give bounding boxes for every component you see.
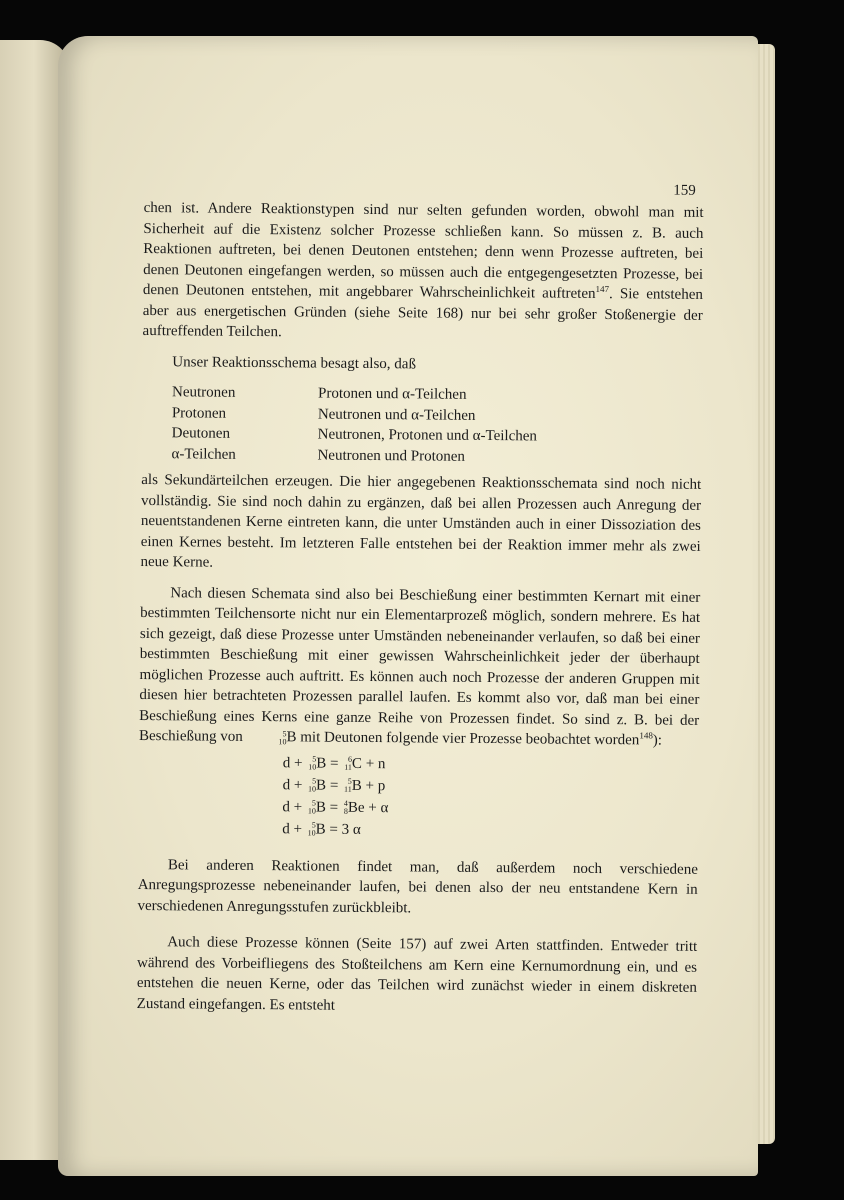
paragraph-3: als Sekundärteilchen erzeugen. Die hier angegebenen Reaktionsschemata sind noch nicht vollständig. Sie sind noch dahin zu ergänzen, daß bei allen Prozessen auch Anregung der neuentstandenen Kerne eintreten kann, die unter Umständen auch in einer Dissoziation des einen Kernes besteht. Im letzteren Falle entstehen bei der Reaktion immer mehr als zwei neue Kerne. — [140, 471, 702, 571]
scheme-products: Neutronen und α-Teilchen — [317, 406, 476, 424]
equation-lhs: d + — [282, 820, 306, 837]
paragraph-4-text: Nach diesen Schemata sind also bei Beschießung einer bestimmten Kernart mit einer bestimmten Teilchensorte nicht nur ein Elementarprozeß möglich, sondern mehrere. Es hat sich gezeigt, daß diese Prozesse unter Umständen nebeneinander verlaufen, so daß bei einer bestimmten Beschießung mit einer gewissen Wahrscheinlichkeit jeder der überhaupt möglichen Prozesse auch auftritt. Es können auch noch Prozesse der anderen Gruppen mit diesen hier betrachteten Prozessen parallel laufen. Es kommt also vor, daß man bei einer Beschießung eines Kerns eine ganze Reihe von Prozessen findet. So sind z. B. bei der Beschießung von — [138, 584, 701, 745]
equals-sign: = — [325, 799, 342, 816]
nuclide-mass: 5 — [347, 776, 352, 786]
equation-lhs: d + — [282, 798, 306, 815]
paragraph-4-end: ): — [652, 732, 663, 749]
nuclide-symbol: B — [316, 777, 327, 794]
nuclide-mass: 6 — [347, 754, 353, 764]
equation-row — [138, 816, 698, 843]
nuclide-symbol: Be — [347, 799, 365, 816]
equation-rest: + α — [364, 799, 389, 816]
scheme-products: Protonen und α-Teilchen — [317, 385, 467, 403]
nuclide-mass: 5 — [312, 776, 317, 786]
reference-147: 147 — [595, 283, 610, 295]
equation-rest: + n — [361, 755, 386, 772]
nuclide-symbol: B — [316, 755, 327, 772]
paragraph-2-intro: Unser Reaktionsschema besagt also, daß — [172, 353, 417, 372]
nuclide-charge: 8 — [343, 806, 348, 816]
page-text — [137, 168, 704, 1019]
nuclide-symbol: C — [351, 755, 363, 772]
paragraph-1-text-after: . Sie entstehen aber aus energetischen Gründen (siehe Seite 168) nur bei sehr großer Stoßenergie der auftreffenden Teilchen. — [142, 286, 703, 341]
equals-sign: = — [325, 821, 342, 838]
nuclide-charge: 10 — [308, 784, 317, 794]
reference-148: 148 — [639, 730, 653, 741]
nuclide-charge: 11 — [343, 784, 352, 794]
paragraph-1 — [142, 198, 703, 346]
paragraph-1-text: chen ist. Andere Reaktionstypen sind nur selten gefunden worden, obwohl man mit Sicherheit auf die Existenz solcher Prozesse schließen kann. So müssen z. B. auch Reaktionen auftreten, bei denen Deutonen entstehen; denn wenn Prozesse auftreten, bei denen Deutonen eingefangen werden, so müssen auch die entgegengesetzten Prozesse, bei denen Deutonen entstehen, mit angebbarer Wahrscheinlichkeit auftreten — [142, 199, 704, 302]
nuclide-charge: 11 — [344, 762, 352, 772]
scheme-projectile: Neutronen — [171, 384, 236, 401]
scheme-products: Neutronen, Protonen und α-Teilchen — [317, 426, 538, 445]
paragraph-6: Auch diese Prozesse können (Seite 157) auf zwei Arten stattfinden. Entweder tritt während des Vorbeifliegens des Stoßteilchens am Kern eine Kernumordnung ein, und es entstehen die neuen Kerne, oder das Teilchen wird zunächst wieder in einem diskreten Zustand eingefangen. Es entsteht — [136, 934, 698, 1014]
nuclide-charge: 10 — [307, 806, 316, 816]
nuclide-symbol: B — [315, 821, 326, 838]
nuclide-mass: 5 — [311, 798, 316, 808]
nuclide-charge: 10 — [308, 762, 317, 772]
book-page — [58, 36, 758, 1176]
scheme-products: Neutronen und Protonen — [317, 447, 466, 465]
reaction-equations — [138, 750, 699, 843]
equation-lhs: d + — [282, 776, 307, 793]
nuclide-mass: 5 — [282, 728, 287, 738]
nuclide-symbol: B — [351, 777, 362, 794]
paragraph-4-text-after: mit Deutonen folgende vier Prozesse beobachtet worden — [296, 729, 640, 749]
reaction-scheme-list — [171, 382, 702, 469]
nuclide-mass: 4 — [343, 798, 348, 808]
paragraph-4 — [139, 582, 700, 751]
scheme-projectile: α-Teilchen — [171, 445, 236, 463]
nuclide-charge: 10 — [278, 736, 287, 746]
equation-lhs: d + — [282, 754, 307, 771]
nuclide-mass: 5 — [312, 754, 317, 764]
nuclide-indices — [248, 729, 286, 745]
scheme-projectile: Deutonen — [171, 425, 231, 442]
paragraph-5: Bei anderen Reaktionen findet man, daß außerdem noch verschiedene Anregungsprozesse nebeneinander laufen, bei denen also der neu entstandene Kern in verschiedenen Anregungsstufen zurückbleibt. — [137, 856, 698, 916]
nuclide-symbol: B — [286, 729, 297, 746]
equation-rest: + p — [361, 777, 386, 794]
nuclide-mass: 5 — [311, 820, 316, 830]
nuclide-symbol: B — [315, 799, 326, 816]
nuclide-charge: 10 — [307, 828, 316, 838]
equals-sign: = — [326, 755, 343, 772]
page-number: 159 — [673, 182, 696, 199]
equals-sign: = — [326, 777, 343, 794]
scheme-projectile: Protonen — [171, 404, 227, 422]
equation-rest: 3 α — [341, 821, 361, 838]
scheme-row — [171, 444, 701, 469]
